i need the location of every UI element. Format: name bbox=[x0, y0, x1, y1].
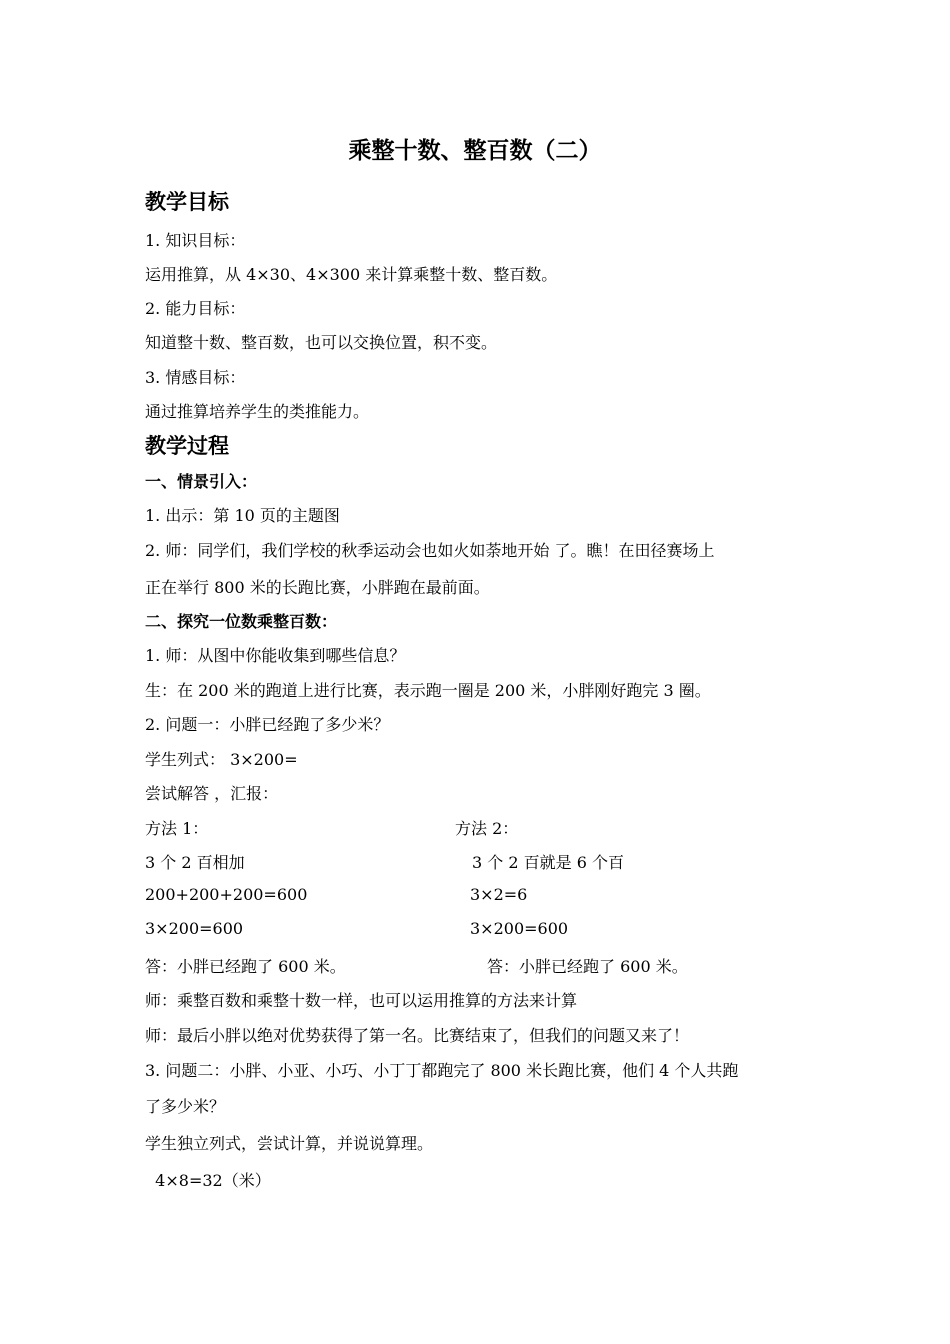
goal-line: 2. 能力目标： bbox=[145, 299, 246, 318]
text-line: 生：在 200 米的跑道上进行比赛，表示跑一圈是 200 米，小胖刚好跑完 3 圈。 bbox=[145, 681, 711, 700]
method2-line: 3×200=600 bbox=[470, 919, 569, 938]
section-heading-goals: 教学目标 bbox=[145, 190, 229, 214]
text-line: 正在举行 800 米的长跑比赛，小胖跑在最前面。 bbox=[145, 578, 490, 597]
method2-answer: 答：小胖已经跑了 600 米。 bbox=[487, 957, 688, 976]
method1-line: 方法 1： bbox=[145, 819, 209, 838]
method2-line: 3×2=6 bbox=[470, 885, 528, 904]
page-title: 乘整十数、整百数（二） bbox=[348, 138, 602, 164]
goal-line: 1. 知识目标： bbox=[145, 231, 246, 250]
goal-line: 运用推算，从 4×30、4×300 来计算乘整十数、整百数。 bbox=[145, 265, 558, 284]
text-line: 学生独立列式，尝试计算，并说说算理。 bbox=[145, 1134, 434, 1153]
text-line: 尝试解答 ，汇报： bbox=[145, 784, 279, 803]
text-line: 1. 出示：第 10 页的主题图 bbox=[145, 506, 340, 525]
section-heading-process: 教学过程 bbox=[145, 434, 229, 458]
method1-line: 3×200=600 bbox=[145, 919, 244, 938]
method2-line: 方法 2： bbox=[455, 819, 519, 838]
text-line: 了多少米？ bbox=[145, 1097, 226, 1116]
formula-line: 4×8=32（米） bbox=[145, 1171, 271, 1190]
text-line: 师：乘整百数和乘整十数一样，也可以运用推算的方法来计算 bbox=[145, 991, 578, 1010]
text-line: 1. 师：从图中你能收集到哪些信息？ bbox=[145, 646, 406, 665]
goal-line: 知道整十数、整百数，也可以交换位置，积不变。 bbox=[145, 333, 498, 352]
text-line: 师：最后小胖以绝对优势获得了第一名。比赛结束了，但我们的问题又来了！ bbox=[145, 1026, 690, 1045]
goal-line: 3. 情感目标： bbox=[145, 368, 246, 387]
subsection-heading-explore: 二、探究一位数乘整百数： bbox=[145, 612, 338, 631]
subsection-heading-intro: 一、情景引入： bbox=[145, 472, 258, 491]
method2-line: 3 个 2 百就是 6 个百 bbox=[472, 853, 624, 872]
text-line: 学生列式： 3×200= bbox=[145, 750, 298, 769]
method1-line: 200+200+200=600 bbox=[145, 885, 308, 904]
goal-line: 通过推算培养学生的类推能力。 bbox=[145, 402, 370, 421]
text-line: 2. 问题一：小胖已经跑了多少米？ bbox=[145, 715, 390, 734]
method1-line: 3 个 2 百相加 bbox=[145, 853, 245, 872]
text-line: 2. 师：同学们，我们学校的秋季运动会也如火如荼地开始 了。瞧！在田径赛场上 bbox=[145, 541, 715, 560]
method1-answer: 答：小胖已经跑了 600 米。 bbox=[145, 957, 346, 976]
text-line: 3. 问题二：小胖、小亚、小巧、小丁丁都跑完了 800 米长跑比赛，他们 4 个人共跑 bbox=[145, 1061, 739, 1080]
